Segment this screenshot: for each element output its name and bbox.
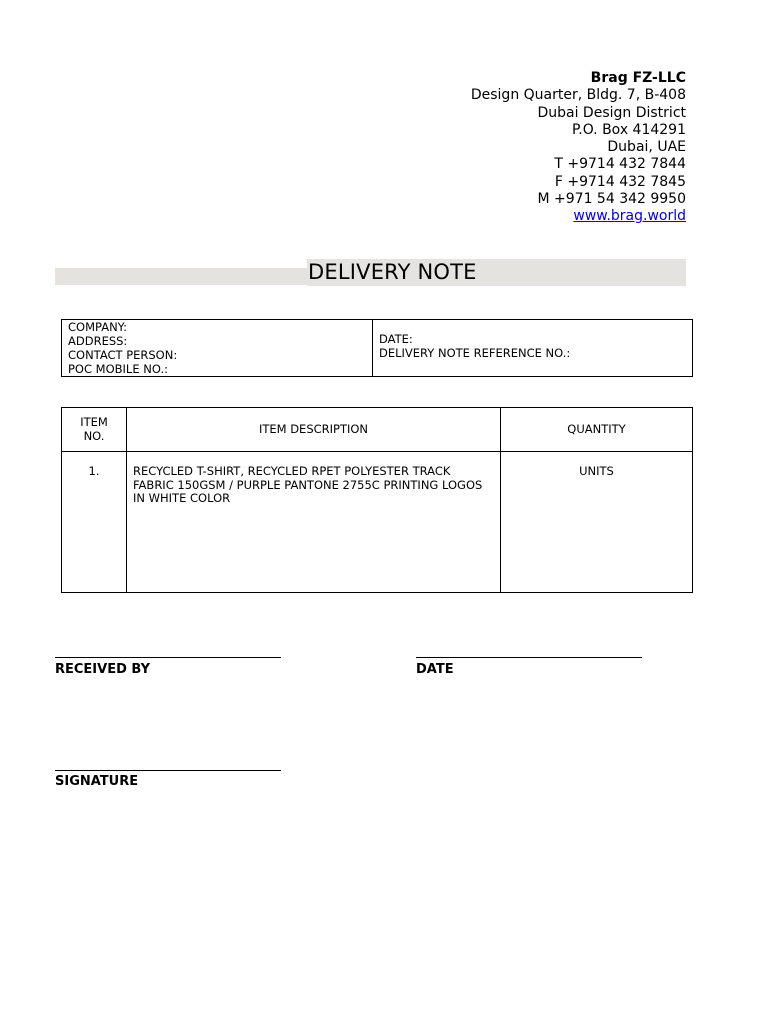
received-by-label: RECEIVED BY (55, 662, 151, 677)
items-table (61, 407, 693, 593)
item-no-header (62, 408, 127, 452)
item-no-header-line2: NO. (83, 428, 105, 443)
signature-label: SIGNATURE (55, 774, 139, 789)
delivery-details-cell (373, 320, 693, 377)
item-no-header-line1: ITEM (80, 415, 108, 429)
info-row (62, 320, 693, 377)
table-row (62, 452, 693, 593)
signature-line (55, 770, 281, 771)
address-field-label: ADDRESS: (68, 334, 128, 348)
company-po-box: P.O. Box 414291 (572, 121, 686, 138)
company-website-link[interactable]: www.brag.world (573, 208, 686, 225)
item-description-header: ITEM DESCRIPTION (127, 408, 501, 452)
recipient-details-cell (62, 320, 373, 377)
contact-person-field-label: CONTACT PERSON: (68, 348, 178, 362)
company-name: Brag FZ-LLC (590, 70, 686, 86)
recipient-info-table (61, 319, 693, 377)
date-signature-label: DATE (416, 662, 454, 677)
date-signature-line (416, 657, 642, 658)
received-by-line (55, 657, 281, 658)
quantity-header: QUANTITY (501, 408, 693, 452)
company-address-line2: Dubai Design District (537, 104, 686, 121)
item-description-cell: RECYCLED T-SHIRT, RECYCLED RPET POLYESTER TRACK FABRIC 150GSM / PURPLE PANTONE 2755C PRINTING LOGOS IN WHITE COLOR (127, 452, 501, 593)
company-mobile: M +971 54 342 9950 (537, 191, 686, 208)
company-fax: F +9714 432 7845 (554, 173, 686, 190)
items-header-row (62, 408, 693, 452)
date-field-label: DATE: (379, 332, 413, 346)
page-title: DELIVERY NOTE (308, 260, 477, 284)
poc-mobile-field-label: POC MOBILE NO.: (68, 362, 168, 376)
company-city: Dubai, UAE (607, 139, 686, 156)
company-address-line1: Design Quarter, Bldg. 7, B-408 (470, 87, 686, 104)
company-field-label: COMPANY: (68, 320, 128, 334)
reference-field-label: DELIVERY NOTE REFERENCE NO.: (379, 346, 571, 360)
item-no-cell: 1. (62, 452, 127, 593)
company-phone: T +9714 432 7844 (554, 156, 686, 173)
quantity-cell: UNITS (501, 452, 693, 593)
company-header (471, 70, 686, 226)
